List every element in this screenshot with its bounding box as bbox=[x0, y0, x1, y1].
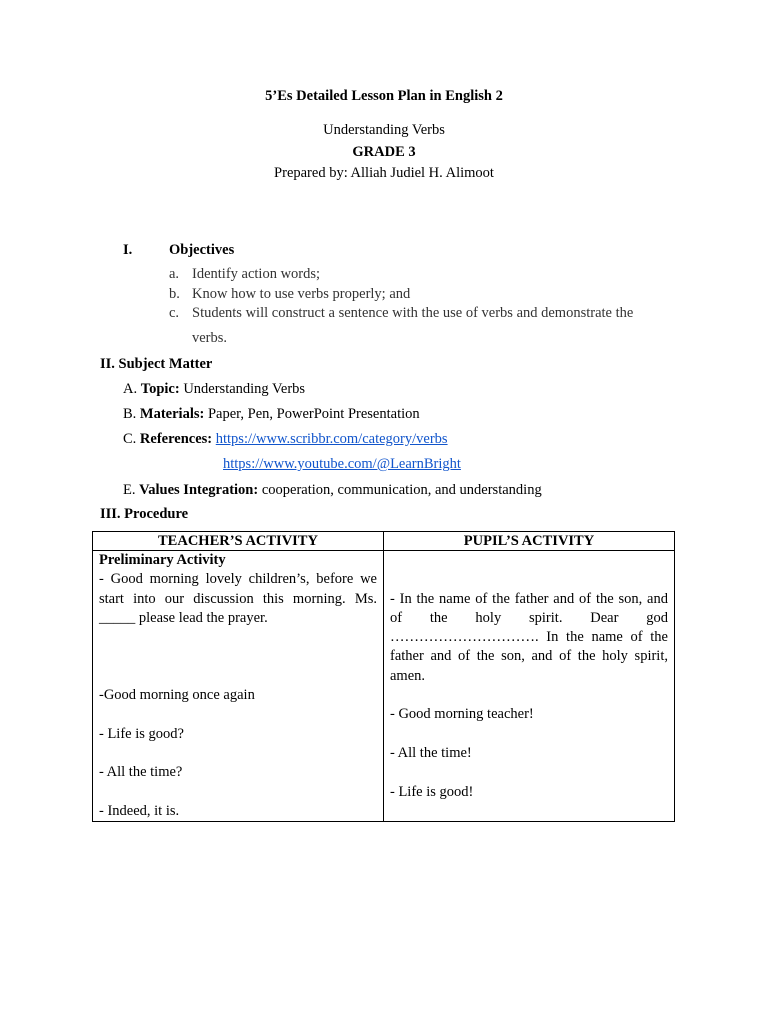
objective-text: Identify action words; bbox=[192, 266, 321, 282]
pupil-line bbox=[390, 686, 668, 705]
teacher-line: - Good morning lovely children’s, before we start into our discussion this morning. Ms. _____ please lead the prayer. bbox=[99, 571, 377, 626]
teacher-line bbox=[99, 667, 377, 686]
subject-values-label: Values Integration: bbox=[139, 482, 259, 498]
document-title: 5’Es Detailed Lesson Plan in English 2 bbox=[265, 88, 503, 104]
reference-link-line bbox=[223, 456, 461, 473]
pupil-line bbox=[390, 551, 668, 570]
reference-link-youtube[interactable]: https://www.youtube.com/@LearnBright bbox=[223, 456, 461, 472]
subject-references-line bbox=[123, 431, 448, 448]
pupil-activity-cell bbox=[384, 551, 675, 822]
objective-mark: a. bbox=[169, 266, 180, 282]
subject-values-value: cooperation, communication, and understanding bbox=[258, 482, 542, 498]
procedure-heading: III. Procedure bbox=[100, 506, 189, 522]
teacher-line bbox=[99, 647, 377, 666]
pupil-line: - Life is good! bbox=[390, 783, 474, 800]
subject-materials-label: Materials: bbox=[139, 406, 205, 422]
objective-text: Students will construct a sentence with the use of verbs and demonstrate the bbox=[192, 305, 634, 321]
lesson-topic: Understanding Verbs bbox=[323, 122, 445, 138]
teacher-activity-cell bbox=[93, 551, 384, 822]
subject-matter-heading: II. Subject Matter bbox=[100, 356, 213, 372]
preliminary-activity-heading: Preliminary Activity bbox=[99, 552, 226, 568]
pupil-line: - In the name of the father and of the son, and of the holy spirit. Dear god …………………………. In the name of the father and of the son, and of the holy spirit, amen. bbox=[390, 590, 668, 684]
teacher-line bbox=[99, 744, 377, 763]
subject-references-label: References: bbox=[139, 431, 213, 447]
table-row bbox=[93, 551, 675, 822]
teacher-line: - Life is good? bbox=[99, 725, 184, 742]
teacher-lines bbox=[99, 570, 377, 821]
objective-continuation: verbs. bbox=[192, 330, 228, 346]
teacher-line bbox=[99, 628, 377, 647]
teacher-line bbox=[99, 783, 377, 802]
subject-topic-value: Understanding Verbs bbox=[179, 381, 306, 397]
pupil-line: - Good morning teacher! bbox=[390, 706, 534, 723]
subject-topic-line bbox=[123, 381, 305, 398]
teacher-line: -Good morning once again bbox=[99, 687, 255, 704]
objective-item bbox=[169, 266, 320, 283]
pupil-line bbox=[390, 725, 668, 744]
table-header-row bbox=[93, 532, 675, 551]
prepared-by: Prepared by: Alliah Judiel H. Alimoot bbox=[274, 165, 494, 181]
objective-item bbox=[169, 305, 633, 322]
subject-materials-prefix: B. bbox=[123, 406, 140, 422]
objective-text: Know how to use verbs properly; and bbox=[192, 286, 411, 302]
subject-materials-line bbox=[123, 406, 420, 423]
grade-level: GRADE 3 bbox=[352, 144, 416, 160]
pupil-line bbox=[390, 763, 668, 782]
teacher-line: - All the time? bbox=[99, 764, 183, 781]
procedure-table bbox=[92, 531, 675, 822]
pupil-line: - All the time! bbox=[390, 744, 472, 761]
pupil-line bbox=[390, 570, 668, 589]
teacher-line: - Indeed, it is. bbox=[99, 802, 180, 819]
subject-values-line bbox=[123, 482, 542, 499]
objectives-heading: Objectives bbox=[169, 242, 235, 258]
objectives-numeral: I. bbox=[123, 242, 133, 258]
teacher-activity-header: TEACHER’S ACTIVITY bbox=[93, 532, 384, 551]
objective-item bbox=[169, 286, 410, 303]
reference-link-scribbr[interactable]: https://www.scribbr.com/category/verbs bbox=[215, 431, 448, 447]
pupil-activity-header: PUPIL’S ACTIVITY bbox=[384, 532, 675, 551]
subject-topic-prefix: A. bbox=[123, 381, 141, 397]
teacher-line bbox=[99, 705, 377, 724]
subject-topic-label: Topic: bbox=[140, 381, 180, 397]
subject-references-prefix: C. bbox=[123, 431, 140, 447]
objective-mark: b. bbox=[169, 286, 180, 302]
objective-mark: c. bbox=[169, 305, 180, 321]
subject-materials-value: Paper, Pen, PowerPoint Presentation bbox=[204, 406, 420, 422]
subject-values-prefix: E. bbox=[123, 482, 140, 498]
